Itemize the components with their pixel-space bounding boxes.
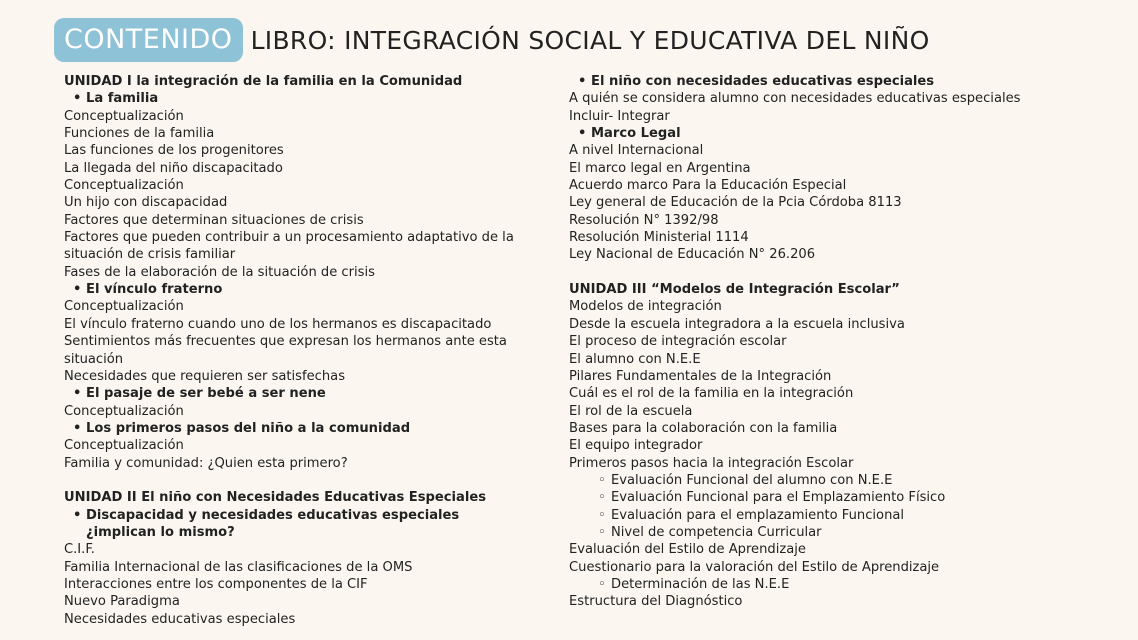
list-item: Primeros pasos hacia la integración Escolar [569,455,854,471]
list-item: Funciones de la familia [64,126,215,142]
page-title: LIBRO: INTEGRACIÓN SOCIAL Y EDUCATIVA DEL NIÑO [250,25,930,55]
list-item: Interacciones entre los componentes de la CIF [64,576,368,592]
list-item: Estructura del Diagnóstico [569,594,743,610]
list-item: Incluir- Integrar [569,108,670,124]
sub-list-item: ◦ Evaluación Funcional del alumno con N.E.E [569,472,1019,489]
spacer [569,264,1019,281]
list-item: Familia Internacional de las clasificaciones de la OMS [64,559,413,575]
page-header [54,18,930,62]
list-item: Acuerdo marco Para la Educación Especial [569,178,847,194]
list-item: Cuál es el rol de la familia en la integración [569,386,854,402]
spacer [64,472,514,489]
list-item: Resolución Ministerial 1114 [569,230,749,246]
list-item: Necesidades educativas especiales [64,611,296,627]
list-item: El equipo integrador [569,438,703,454]
contenido-badge: CONTENIDO [54,18,243,62]
list-item: A nivel Internacional [569,143,704,159]
sub-list-item: ◦ Nivel de competencia Curricular [569,524,1019,541]
list-item: Un hijo con discapacidad [64,195,228,211]
list-item: Factores que pueden contribuir a un procesamiento adaptativo de la situación de crisis familiar [64,230,514,263]
section-heading-nino-nee: • El niño con necesidades educativas especiales [569,73,1019,90]
section-heading-familia: • La familia [64,90,514,107]
section-heading-vinculo: • El vínculo fraterno [64,281,514,298]
sub-list-item: ◦ Determinación de las N.E.E [569,576,1019,593]
sub-list-item: ◦ Evaluación para el emplazamiento Funcional [569,507,1019,524]
list-item: Conceptualización [64,108,184,124]
list-item: Fases de la elaboración de la situación de crisis [64,264,375,280]
right-column [569,73,1019,611]
list-item: El proceso de integración escolar [569,334,787,350]
list-item: Bases para la colaboración con la familia [569,420,838,436]
list-item: Familia y comunidad: ¿Quien esta primero? [64,455,348,471]
list-item: Conceptualización [64,438,184,454]
list-item: La llegada del niño discapacitado [64,160,283,176]
list-item: Conceptualización [64,299,184,315]
list-item: Nuevo Paradigma [64,594,180,610]
list-item: Factores que determinan situaciones de crisis [64,212,364,228]
section-heading-marco-legal: • Marco Legal [569,125,1019,142]
list-item: Ley general de Educación de la Pcia Córdoba 8113 [569,195,902,211]
unit-3-title: UNIDAD III “Modelos de Integración Escolar” [569,282,900,298]
list-item: El vínculo fraterno cuando uno de los hermanos es discapacitado [64,316,492,332]
list-item: Modelos de integración [569,299,722,315]
list-item: A quién se considera alumno con necesidades educativas especiales [569,91,1021,107]
list-item: El rol de la escuela [569,403,693,419]
list-item: El alumno con N.E.E [569,351,701,367]
list-item: El marco legal en Argentina [569,160,751,176]
unit-2-title: UNIDAD II El niño con Necesidades Educativas Especiales [64,490,487,506]
section-heading-pasaje: • El pasaje de ser bebé a ser nene [64,385,514,402]
section-heading-discapacidad: • Discapacidad y necesidades educativas especiales ¿implican lo mismo? [64,507,514,542]
list-item: Sentimientos más frecuentes que expresan los hermanos ante esta situación [64,334,507,367]
list-item: Cuestionario para la valoración del Estilo de Aprendizaje [569,559,940,575]
section-heading-primeros-pasos: • Los primeros pasos del niño a la comunidad [64,420,514,437]
list-item: Las funciones de los progenitores [64,143,284,159]
list-item: Evaluación del Estilo de Aprendizaje [569,542,806,558]
list-item: Desde la escuela integradora a la escuela inclusiva [569,316,905,332]
unit-1-title: UNIDAD I la integración de la familia en la Comunidad [64,74,463,89]
list-item: Pilares Fundamentales de la Integración [569,368,832,384]
list-item: Conceptualización [64,403,184,419]
list-item: Ley Nacional de Educación N° 26.206 [569,247,816,263]
list-item: Resolución N° 1392/98 [569,212,719,228]
list-item: C.I.F. [64,542,95,558]
sub-list-item: ◦ Evaluación Funcional para el Emplazamiento Físico [569,489,1019,506]
list-item: Necesidades que requieren ser satisfechas [64,368,346,384]
list-item: Conceptualización [64,178,184,194]
left-column [64,73,514,628]
